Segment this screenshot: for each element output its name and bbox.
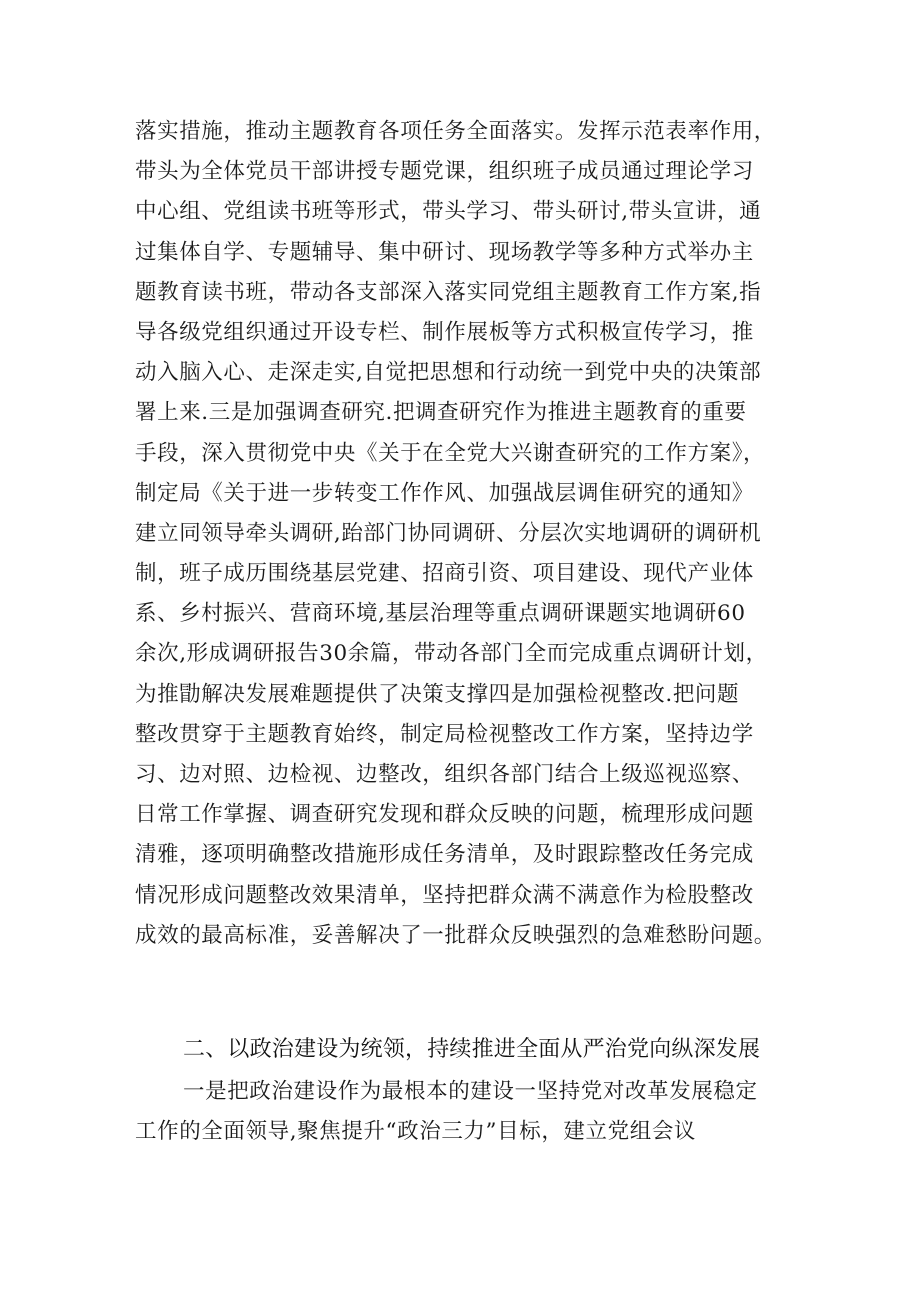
body-paragraph <box>135 112 805 956</box>
body-line: 过集体自学、专题辅导、集中研讨、现场教学等多种方式举办主 <box>135 239 754 265</box>
body-line: 一是把政治建设作为最根本的建设一坚持党对改革发展稳定 <box>183 1079 758 1104</box>
body-line: 带头为全体党员干部讲授专题党课，组织班子成员通过理论学习 <box>135 159 754 185</box>
body-line: 手段，深入贯彻党中央《关于在全党大兴谢查研究的工作方案》， <box>135 440 766 466</box>
body-line: 署上来.三是加强调查研究.把调查研究作为推进主题教育的重要 <box>135 400 747 426</box>
body-line: 清雅，逐项明确整改措施形成任务清单，及时跟踪整改任务完成 <box>135 842 754 868</box>
body-line: 为推勖解决发展难题提供了决策支撑四是加强检视整改.把问题 <box>135 681 740 707</box>
body-line: 中心组、党组读书班等形式，带头学习、带头研讨,带头宣讲，通 <box>135 199 762 225</box>
section-paragraph <box>135 1072 805 1152</box>
body-line: 日常工作掌握、调查研究发现和群众反映的问题，梳理形成问题 <box>135 802 754 828</box>
body-line: 整改贯穿于主题教育始终，制定局检视整改工作方案，坚持边学 <box>135 721 754 747</box>
body-line: 系、乡村振兴、营商环境,基层治理等重点调研课题实地调研60 <box>135 601 746 627</box>
body-line: 制，班子成历围绕基层党建、招商引资、项目建设、现代产业体 <box>135 561 754 587</box>
body-line: 习、边对照、边检视、边整改，组织各部门结合上级巡视巡察、 <box>135 762 754 787</box>
body-line: 工作的全面领导,聚焦提升“政治三力”目标，建立党组会议 <box>135 1119 697 1145</box>
body-line: 制定局《关于进一步转变工作作风、加强战层调隹研究的通知》 <box>135 480 754 506</box>
body-line: 题教育读书班，带动各支部深入落实同党组主题教育工作方案,指 <box>135 279 762 305</box>
body-line: 余次,形成调研报告30余篇，带动各部门全而完成重点调研计划， <box>135 641 768 667</box>
body-line: 成效的最高标准，妥善解决了一批群众反映强烈的急难愁盼问题。 <box>135 922 776 948</box>
section-heading: 二、以政治建设为统领，持续推进全面从严治党向纵深发展 <box>183 1037 761 1062</box>
body-line: 动入脑入心、走深走实,自觉把思想和行动统一到党中央的决策部 <box>135 360 762 386</box>
body-line: 导各级党组织通过开设专栏、制作展板等方式积极宣传学习，推 <box>135 319 754 345</box>
body-line: 建立同领导牵头调研,跆部门协同调研、分层次实地调研的调研机 <box>135 520 762 546</box>
body-line: 情况形成问题整改效果清单，坚持把群众满不满意作为检股整改 <box>135 882 754 908</box>
body-line: 落实措施，推动主题教育各项任务全面落实。发挥示范表率作用， <box>135 119 776 144</box>
